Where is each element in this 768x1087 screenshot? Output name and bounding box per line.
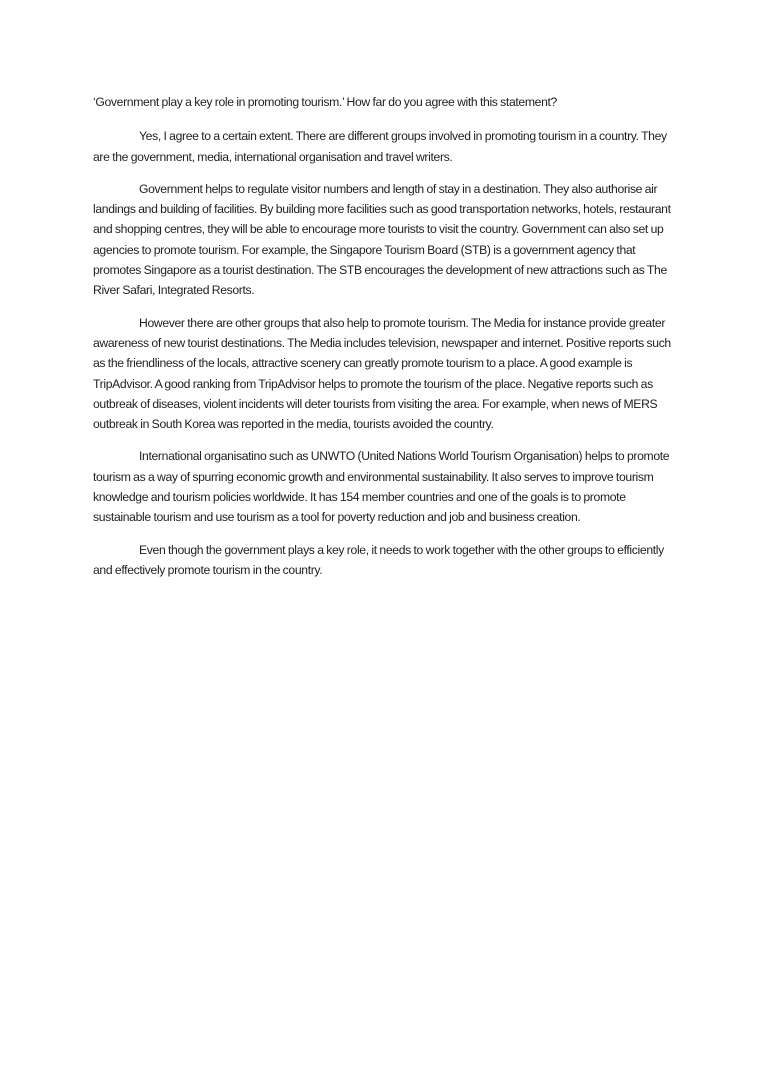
paragraph-media: However there are other groups that also help to promote tourism. The Media for instance provide greater awareness of new tourist destinations. The Media includes television, newspaper and internet. Positive reports such as the friendliness of the locals, attractive scenery can greatly promote tourism to a place. A good example is TripAdvisor. A good ranking from TripAdvisor helps to promote the tourism of the place. Negative reports such as outbreak of diseases, violent incidents will deter tourists from visiting the area. For example, when news of MERS outbreak in South Korea was reported in the media, tourists avoided the country. <box>93 315 671 432</box>
paragraph-introduction: Yes, I agree to a certain extent. There are different groups involved in promoting tourism in a country. They are the government, media, international organisation and travel writers. <box>93 129 667 164</box>
essay-question: ‘Government play a key role in promoting tourism.’ How far do you agree with this statement? <box>93 95 557 109</box>
paragraph-government: Government helps to regulate visitor numbers and length of stay in a destination. They also authorise air landings and building of facilities. By building more facilities such as good transportation networks, hotels, restaurant and shopping centres, they will be able to encourage more tourists to visit the country. Government can also set up agencies to promote tourism. For example, the Singapore Tourism Board (STB) is a government agency that promotes Singapore as a tourist destination. The STB encourages the development of new attractions such as The River Safari, Integrated Resorts. <box>93 181 671 298</box>
essay-body <box>93 92 678 592</box>
paragraph-conclusion: Even though the government plays a key role, it needs to work together with the other groups to efficiently and effectively promote tourism in the country. <box>93 542 664 577</box>
paragraph-international-organisations: International organisatino such as UNWTO (United Nations World Tourism Organisation) helps to promote tourism as a way of spurring economic growth and environmental sustainability. It also serves to improve tourism knowledge and tourism policies worldwide. It has 154 member countries and one of the goals is to promote sustainable tourism and use tourism as a tool for poverty reduction and job and business creation. <box>93 449 670 525</box>
